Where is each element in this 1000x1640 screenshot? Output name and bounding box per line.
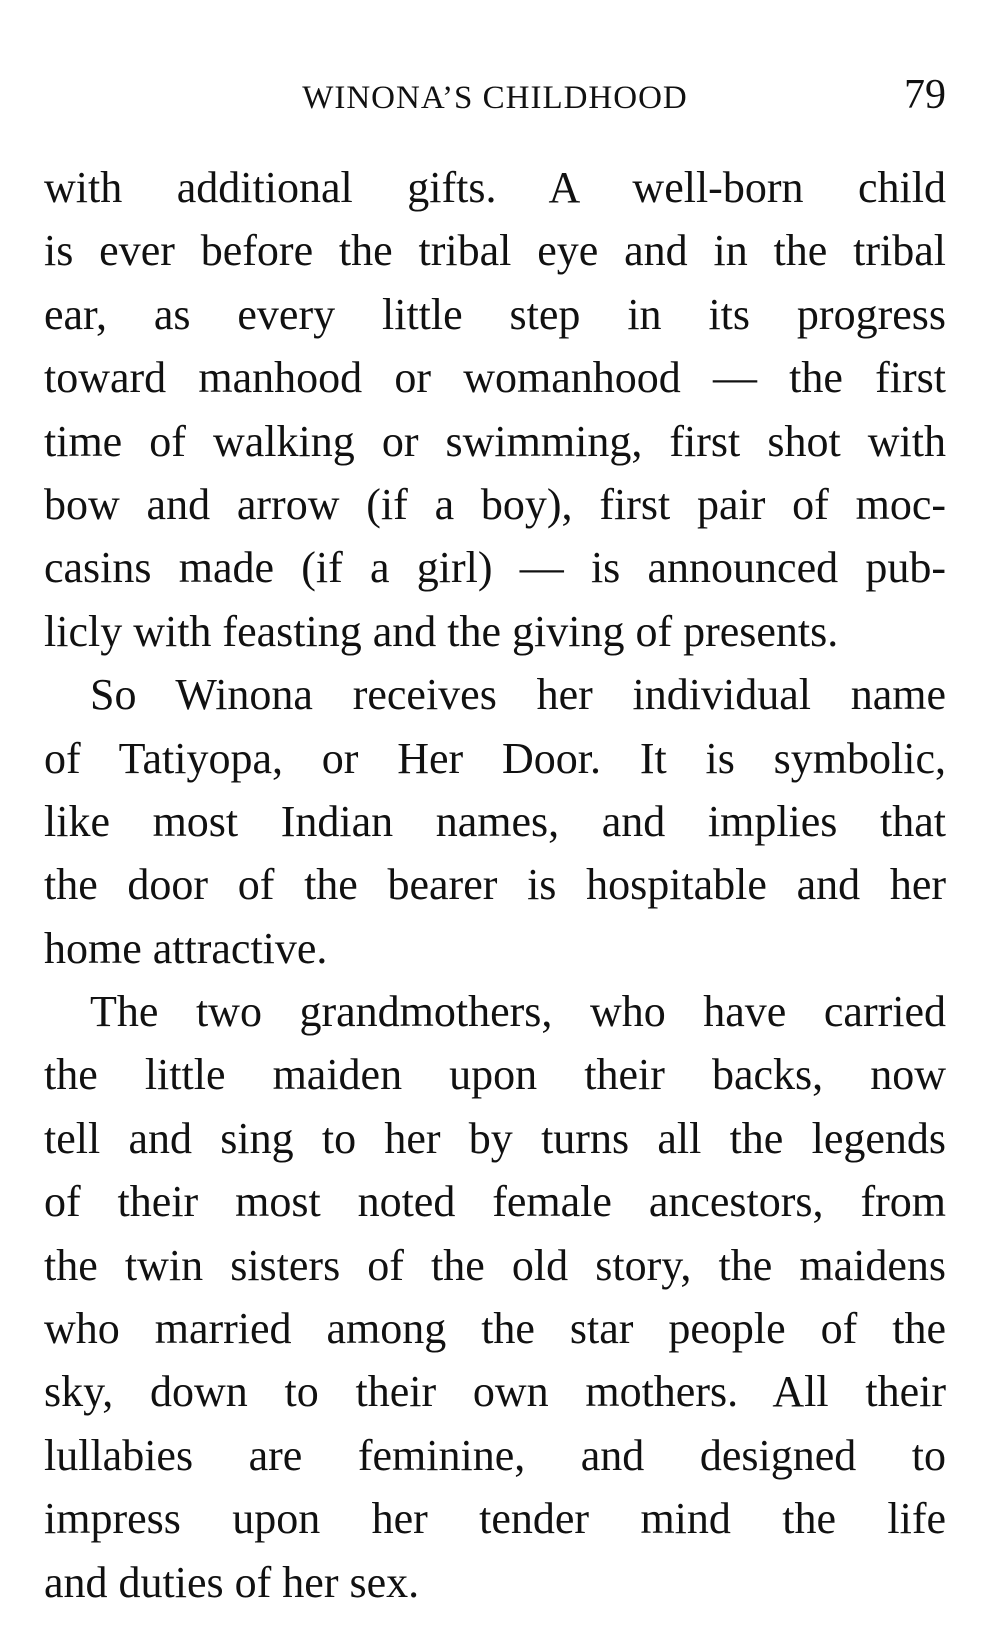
text-line: The two grandmothers, who have carried [90, 987, 946, 1037]
text-line: the little maiden upon their backs, now [44, 1050, 946, 1100]
text-line: ear, as every little step in its progress [44, 289, 946, 339]
text-line: So Winona receives her individual name [90, 670, 946, 720]
text-line: bow and arrow (if a boy), first pair of moc- [44, 479, 946, 529]
text-line: sky, down to their own mothers. All their [44, 1367, 946, 1417]
text-line: time of walking or swimming, first shot with [44, 416, 946, 466]
text-line: and duties of her sex. [44, 1557, 420, 1607]
text-line: licly with feasting and the giving of presents. [44, 606, 839, 656]
text-line: impress upon her tender mind the life [44, 1494, 946, 1544]
text-line: tell and sing to her by turns all the legends [44, 1113, 946, 1163]
body-text [44, 156, 946, 1614]
text-line: is ever before the tribal eye and in the tribal [44, 226, 946, 276]
running-title: WINONA’S CHILDHOOD [302, 80, 688, 116]
text-line: who married among the star people of the [44, 1304, 946, 1354]
text-line: the door of the bearer is hospitable and her [44, 860, 946, 910]
text-line: of their most noted female ancestors, from [44, 1177, 946, 1227]
running-header [44, 70, 946, 120]
text-line: like most Indian names, and implies that [44, 796, 946, 846]
page-number: 79 [904, 72, 946, 118]
text-line: casins made (if a girl) — is announced pub- [44, 543, 946, 593]
text-line: with additional gifts. A well-born child [44, 163, 946, 212]
text-line: home attractive. [44, 923, 328, 973]
text-line: toward manhood or womanhood — the first [44, 353, 946, 403]
text-line: the twin sisters of the old story, the maidens [44, 1240, 946, 1290]
text-line: lullabies are feminine, and designed to [44, 1430, 946, 1480]
text-line: of Tatiyopa, or Her Door. It is symbolic, [44, 733, 946, 783]
